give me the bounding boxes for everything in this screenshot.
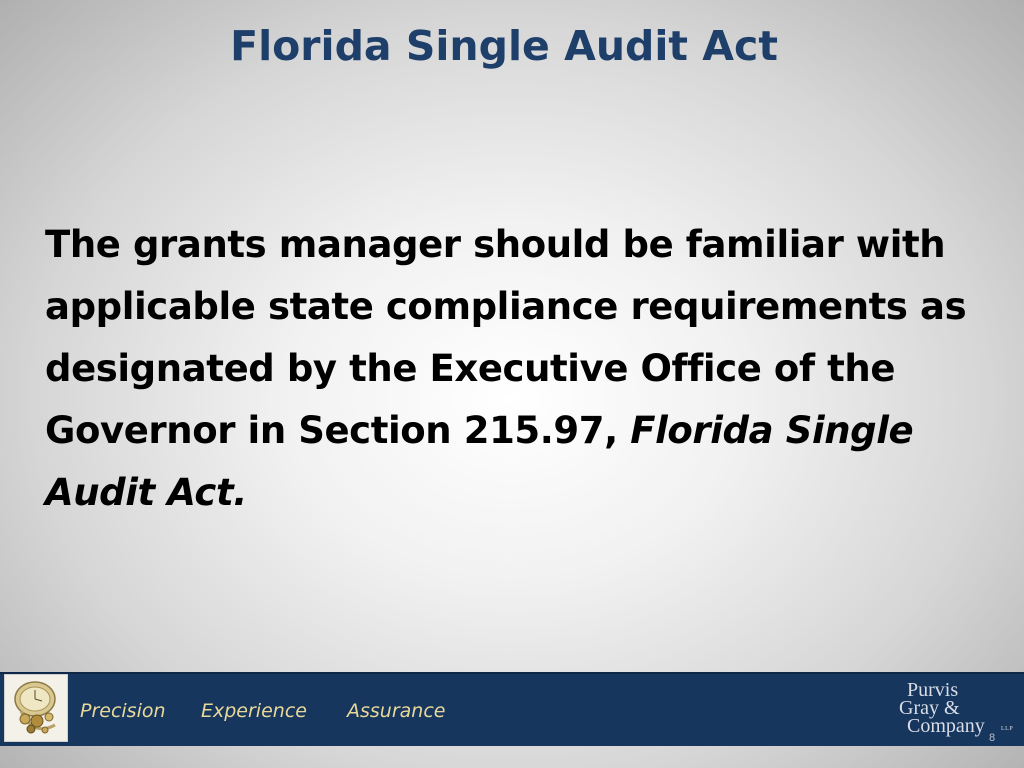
logo-suffix: LLP — [1001, 726, 1014, 732]
company-logo — [895, 680, 1015, 742]
logo-line-2: Gray & — [899, 697, 960, 719]
body-emphasis: Florida Single Audit Act. — [45, 409, 914, 514]
slide-body — [45, 214, 995, 524]
logo-line-1: Purvis — [907, 679, 959, 701]
tagline-experience: Experience — [201, 700, 307, 722]
tagline-assurance: Assurance — [347, 700, 446, 722]
tagline-precision: Precision — [80, 700, 166, 722]
pocket-watch-icon — [4, 674, 68, 742]
slide-title: Florida Single Audit Act — [230, 22, 778, 70]
body-text: The grants manager should be familiar with applicable state compliance requirements as designated by the Executive Office of the Governor in Section 215.97, — [45, 223, 967, 452]
logo-line-3: Company — [907, 715, 985, 737]
slide-number: 8 — [989, 732, 996, 744]
